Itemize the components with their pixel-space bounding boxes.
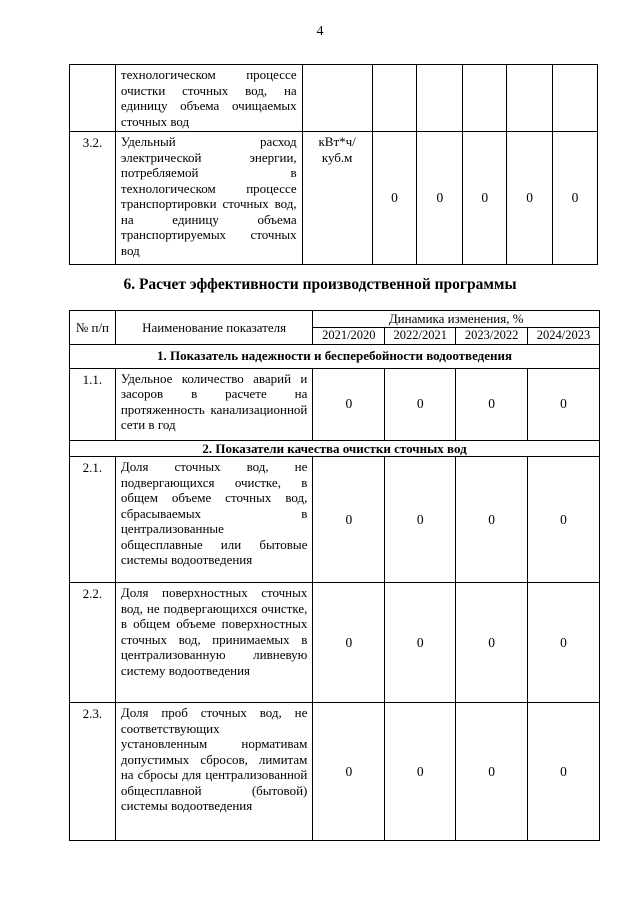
table-row <box>70 368 600 440</box>
unit-cell <box>302 65 372 132</box>
header-dynamics: Динамика изменения, % <box>313 311 600 328</box>
value-cell: 0 <box>528 368 600 440</box>
group-header-row <box>70 344 600 368</box>
value-cell <box>553 65 598 132</box>
row-number: 2.3. <box>70 703 116 841</box>
value-cell: 0 <box>313 703 385 841</box>
value-cell: 0 <box>385 583 456 703</box>
indicator-name: Доля проб сточных вод, не соответствующих установленным нормативам допустимых сбросов, лимитам на сбросы для централизованной общесплавной (бытовой) системы водоотведения <box>115 703 313 841</box>
group-header-row <box>70 440 600 457</box>
top-table <box>69 64 598 265</box>
row-number: 1.1. <box>70 368 116 440</box>
unit-cell: кВт*ч/ куб.м <box>302 132 372 265</box>
value-cell <box>372 65 417 132</box>
value-cell: 0 <box>456 583 528 703</box>
value-cell: 0 <box>313 368 385 440</box>
value-cell: 0 <box>463 132 507 265</box>
row-number <box>70 65 116 132</box>
table-row <box>70 457 600 583</box>
value-cell: 0 <box>313 583 385 703</box>
value-cell: 0 <box>372 132 417 265</box>
header-name: Наименование показателя <box>115 311 313 345</box>
table-row <box>70 65 598 132</box>
value-cell: 0 <box>507 132 553 265</box>
row-number: 3.2. <box>70 132 116 265</box>
value-cell <box>507 65 553 132</box>
row-number: 2.1. <box>70 457 116 583</box>
group-title: 2. Показатели качества очистки сточных вод <box>70 440 600 457</box>
value-cell: 0 <box>553 132 598 265</box>
header-year: 2022/2021 <box>385 328 456 345</box>
page-number: 4 <box>316 24 324 39</box>
group-title: 1. Показатель надежности и бесперебойности водоотведения <box>70 344 600 368</box>
value-cell: 0 <box>417 132 463 265</box>
header-row <box>70 311 600 328</box>
header-year: 2023/2022 <box>456 328 528 345</box>
efficiency-table <box>69 310 600 841</box>
value-cell: 0 <box>456 368 528 440</box>
value-cell: 0 <box>528 703 600 841</box>
indicator-name: Доля сточных вод, не подвергающихся очистке, в общем объеме сточных вод, сбрасываемых в централизованные общесплавные или бытовые системы водоотведения <box>115 457 313 583</box>
table-row <box>70 583 600 703</box>
row-number: 2.2. <box>70 583 116 703</box>
value-cell: 0 <box>456 457 528 583</box>
header-num: № п/п <box>70 311 116 345</box>
section-title: 6. Расчет эффективности производственной программы <box>123 276 517 293</box>
table-row <box>70 703 600 841</box>
header-year: 2024/2023 <box>528 328 600 345</box>
header-year: 2021/2020 <box>313 328 385 345</box>
value-cell: 0 <box>456 703 528 841</box>
value-cell: 0 <box>385 703 456 841</box>
value-cell: 0 <box>528 457 600 583</box>
value-cell: 0 <box>385 457 456 583</box>
indicator-name: технологическом процессе очистки сточных вод, на единицу объема очищаемых сточных вод <box>115 65 302 132</box>
value-cell <box>463 65 507 132</box>
table-row <box>70 132 598 265</box>
indicator-name: Удельное количество аварий и засоров в расчете на протяженность канализационной сети в год <box>115 368 313 440</box>
value-cell: 0 <box>313 457 385 583</box>
value-cell: 0 <box>528 583 600 703</box>
indicator-name: Удельный расход электрической энергии, потребляемой в технологическом процессе транспортировки сточных вод, на единицу объема транспортируемых сточных вод <box>115 132 302 265</box>
value-cell <box>417 65 463 132</box>
indicator-name: Доля поверхностных сточных вод, не подвергающихся очистке, в общем объеме поверхностных сточных вод, принимаемых в централизованную ливневую систему водоотведения <box>115 583 313 703</box>
value-cell: 0 <box>385 368 456 440</box>
